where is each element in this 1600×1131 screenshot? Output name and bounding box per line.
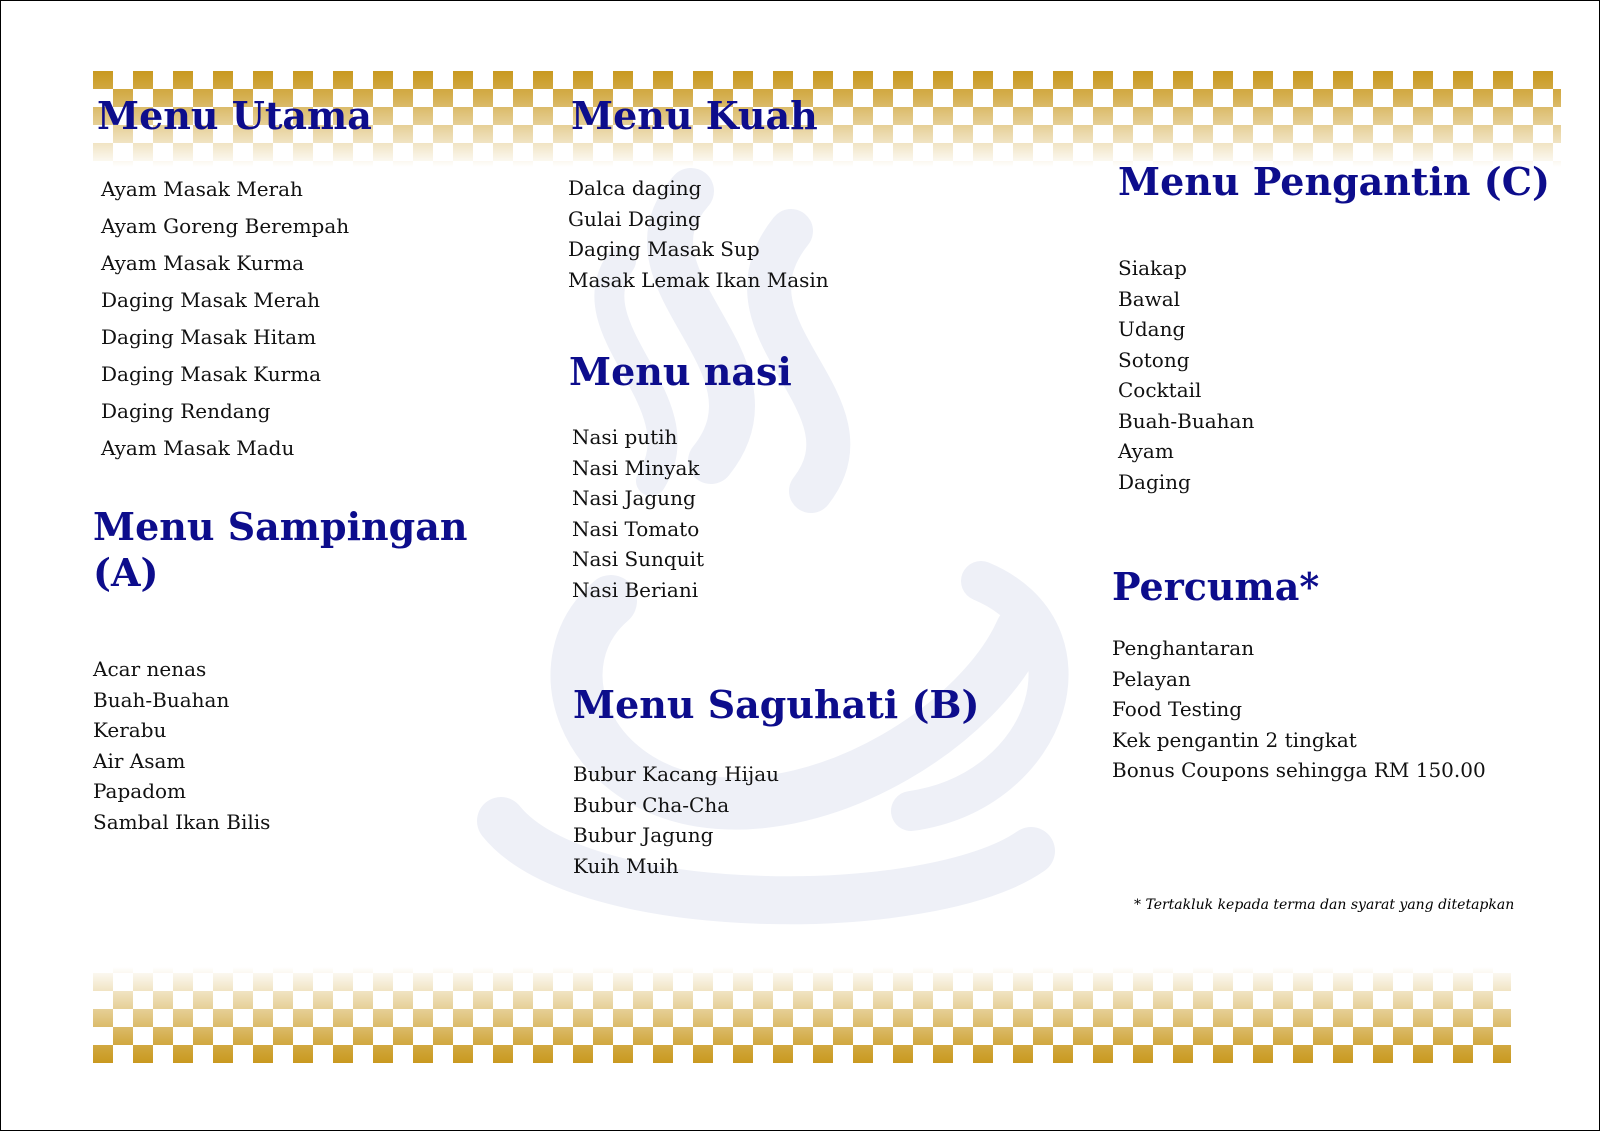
menu-item: Pelayan	[1112, 666, 1191, 691]
menu-item: Sotong	[1118, 347, 1190, 372]
heading-menu-nasi: Menu nasi	[569, 349, 792, 394]
menu-item: Ayam	[1118, 439, 1174, 463]
menu-item: Daging	[1118, 469, 1191, 494]
menu-item: Ayam Masak Merah	[101, 177, 303, 201]
menu-item: Buah-Buahan	[93, 687, 230, 712]
checker-band-bottom	[93, 967, 1511, 1063]
menu-item: Masak Lemak Ikan Masin	[568, 267, 829, 292]
menu-item: Sambal Ikan Bilis	[93, 809, 271, 834]
heading-percuma: Percuma*	[1112, 564, 1320, 609]
menu-item: Gulai Daging	[568, 206, 701, 231]
menu-item: Acar nenas	[93, 657, 207, 681]
list-menu-pengantin	[1118, 253, 1254, 497]
menu-item: Penghantaran	[1112, 636, 1255, 660]
list-menu-saguhati	[573, 759, 779, 881]
footnote: * Tertakluk kepada terma dan syarat yang ditetapkan	[1134, 897, 1515, 913]
menu-item: Cocktail	[1118, 378, 1202, 402]
menu-item: Siakap	[1118, 256, 1187, 280]
menu-item: Bawal	[1118, 286, 1181, 311]
heading-menu-sampingan-line1: Menu Sampingan	[93, 504, 468, 549]
list-percuma	[1112, 633, 1486, 786]
menu-item: Udang	[1118, 317, 1186, 341]
menu-item: Ayam Masak Kurma	[101, 251, 305, 275]
menu-item: Air Asam	[93, 748, 186, 773]
menu-item: Buah-Buahan	[1118, 408, 1255, 433]
menu-item: Kek pengantin 2 tingkat	[1112, 727, 1357, 752]
menu-item: Kuih Muih	[573, 853, 679, 878]
heading-menu-pengantin: Menu Pengantin (C)	[1118, 159, 1550, 204]
menu-item: Daging Masak Hitam	[101, 325, 317, 349]
list-menu-nasi	[572, 422, 704, 605]
menu-item: Ayam Masak Madu	[101, 436, 295, 460]
menu-item: Daging Masak Kurma	[101, 362, 322, 386]
menu-item: Food Testing	[1112, 697, 1243, 721]
list-menu-utama	[101, 171, 349, 467]
menu-item: Dalca daging	[568, 176, 702, 200]
heading-menu-saguhati: Menu Saguhati (B)	[573, 682, 980, 727]
heading-menu-sampingan	[93, 504, 467, 596]
heading-menu-kuah: Menu Kuah	[571, 93, 818, 138]
menu-item: Nasi Jagung	[572, 486, 696, 510]
menu-item: Papadom	[93, 779, 187, 803]
menu-item: Kerabu	[93, 718, 167, 742]
menu-item: Nasi Sunquit	[572, 547, 705, 571]
heading-menu-sampingan-line2: (A)	[93, 550, 159, 595]
menu-item: Nasi putih	[572, 425, 678, 449]
heading-menu-utama: Menu Utama	[97, 93, 372, 138]
menu-item: Bubur Kacang Hijau	[573, 762, 780, 786]
menu-item: Nasi Beriani	[572, 577, 699, 602]
menu-item: Daging Masak Sup	[568, 237, 760, 261]
menu-item: Bonus Coupons sehingga RM 150.00	[1112, 758, 1486, 782]
menu-item: Daging Masak Merah	[101, 288, 320, 312]
menu-item: Daging Rendang	[101, 399, 271, 423]
menu-item: Ayam Goreng Berempah	[101, 214, 350, 238]
menu-item: Bubur Jagung	[573, 823, 714, 847]
menu-item: Nasi Tomato	[572, 516, 700, 541]
list-menu-kuah	[568, 173, 829, 295]
list-menu-sampingan	[93, 654, 270, 837]
menu-item: Bubur Cha-Cha	[573, 792, 730, 817]
menu-item: Nasi Minyak	[572, 455, 700, 480]
